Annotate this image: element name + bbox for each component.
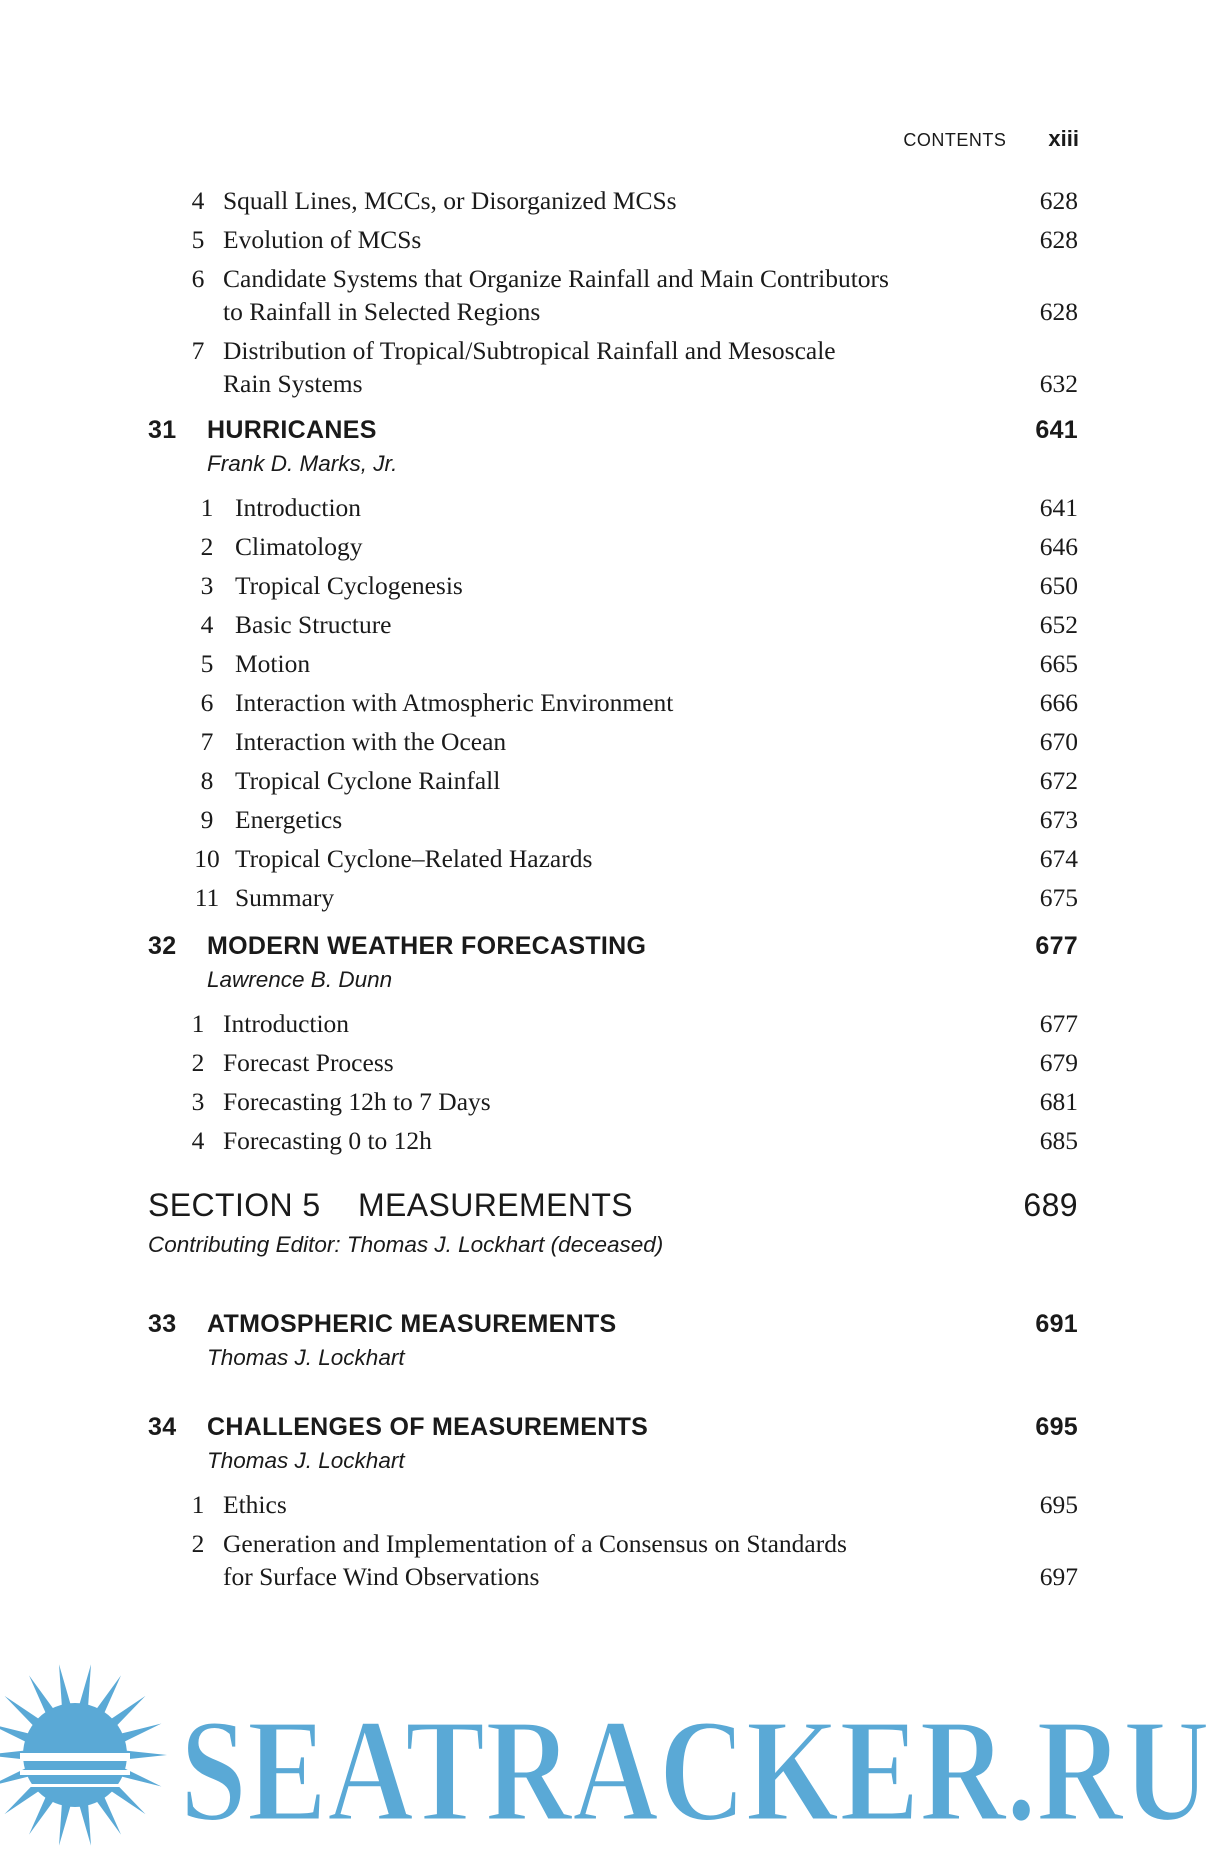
chapter-heading[interactable] [148, 932, 1078, 961]
entry-number: 2 [191, 1048, 205, 1077]
toc-entry[interactable] [148, 608, 1078, 641]
toc-entry[interactable] [148, 647, 1078, 680]
entry-title: Interaction with the Ocean [235, 727, 507, 756]
chapter-heading[interactable] [148, 1413, 1078, 1442]
chapter-31-entries [148, 491, 1078, 914]
entry-number: 4 [200, 610, 214, 639]
sun-ray [59, 1803, 71, 1845]
entry-page: 679 [1039, 1048, 1078, 1077]
toc-entry[interactable] [148, 184, 1078, 217]
entry-number: 4 [191, 186, 205, 215]
sun-ray [79, 1803, 91, 1845]
sun-ray [125, 1751, 167, 1760]
entry-title: Basic Structure [235, 610, 392, 639]
entry-page: 628 [1039, 186, 1078, 215]
entry-number: 2 [191, 1529, 205, 1558]
entry-title: Forecast Process [223, 1048, 394, 1077]
entry-title: Ethics [223, 1490, 287, 1519]
sun-ray [29, 1796, 54, 1835]
section-editor: Contributing Editor: Thomas J. Lockhart (deceased) [148, 1232, 664, 1257]
entry-title: Summary [235, 883, 335, 912]
entry-number: 10 [194, 844, 220, 873]
section-5 [148, 1187, 1078, 1258]
sun-ray [110, 1784, 145, 1815]
entry-number: 6 [191, 264, 205, 293]
entry-number: 6 [200, 688, 214, 717]
entry-page: 672 [1039, 766, 1078, 795]
chapter-number: 34 [148, 1413, 177, 1441]
entry-page: 681 [1039, 1087, 1078, 1116]
entry-number: 1 [191, 1009, 205, 1038]
entry-title: Introduction [235, 493, 362, 522]
running-head-label: CONTENTS [903, 130, 1007, 150]
toc-entry[interactable] [148, 1007, 1078, 1040]
toc-entry[interactable] [148, 803, 1078, 836]
sun-ray [110, 1696, 145, 1727]
entry-title-line: Rain Systems [223, 369, 363, 398]
table-of-contents [148, 184, 1078, 1599]
toc-entry[interactable] [148, 1085, 1078, 1118]
entry-number: 7 [191, 336, 205, 365]
sun-ray [29, 1675, 54, 1714]
toc-entry[interactable] [148, 725, 1078, 758]
entry-page: 685 [1039, 1126, 1078, 1155]
chapter-title: MODERN WEATHER FORECASTING [207, 932, 647, 960]
toc-entry[interactable] [148, 569, 1078, 602]
entry-title-line: to Rainfall in Selected Regions [223, 297, 541, 326]
entry-page: 646 [1039, 532, 1078, 561]
chapter-34 [148, 1413, 1078, 1593]
sun-ray [59, 1664, 71, 1706]
entry-title: Forecasting 0 to 12h [223, 1126, 432, 1155]
chapter-number: 32 [148, 932, 177, 960]
entry-title: Motion [235, 649, 311, 678]
entry-number: 5 [200, 649, 214, 678]
section-title: MEASUREMENTS [358, 1187, 634, 1223]
toc-entry[interactable] [148, 223, 1078, 256]
entry-number: 3 [200, 571, 214, 600]
chapter-page: 677 [1035, 932, 1078, 960]
entry-title: Tropical Cyclone–Related Hazards [235, 844, 593, 873]
section-name: SECTION 5 [148, 1187, 321, 1223]
entry-number: 7 [200, 727, 214, 756]
toc-entry[interactable] [148, 1046, 1078, 1079]
chapter-number: 33 [148, 1310, 177, 1338]
chapter-author: Lawrence B. Dunn [207, 967, 393, 992]
toc-entry[interactable] [148, 881, 1078, 914]
toc-entry[interactable] [148, 1488, 1078, 1521]
chapter-31 [148, 416, 1078, 914]
sun-ray [0, 1724, 30, 1743]
watermark [0, 1660, 1225, 1850]
toc-entry[interactable] [148, 530, 1078, 563]
entry-page: 665 [1039, 649, 1078, 678]
entry-title: Tropical Cyclone Rainfall [235, 766, 501, 795]
toc-entry[interactable] [148, 1527, 1078, 1593]
toc-entry[interactable] [148, 1124, 1078, 1157]
entry-page: 670 [1039, 727, 1078, 756]
chapter-number: 31 [148, 416, 177, 444]
entry-page: 666 [1039, 688, 1078, 717]
chapter-33 [148, 1310, 1078, 1371]
entry-number: 5 [191, 225, 205, 254]
entry-title: Introduction [223, 1009, 350, 1038]
sun-ray [79, 1664, 91, 1706]
entry-number: 2 [200, 532, 214, 561]
entry-title: Energetics [235, 805, 343, 834]
entry-number: 1 [200, 493, 214, 522]
entry-title: Evolution of MCSs [223, 225, 422, 254]
entry-title: Tropical Cyclogenesis [235, 571, 463, 600]
entry-page: 677 [1039, 1009, 1078, 1038]
running-head [903, 126, 1079, 152]
entry-page: 674 [1039, 844, 1078, 873]
entry-number: 11 [194, 883, 220, 912]
toc-entry[interactable] [148, 262, 1078, 328]
chapter-30-continued [148, 184, 1078, 400]
chapter-title: HURRICANES [207, 416, 377, 444]
chapter-title: ATMOSPHERIC MEASUREMENTS [207, 1310, 617, 1338]
entry-number: 1 [191, 1490, 205, 1519]
chapter-author: Thomas J. Lockhart [207, 1448, 405, 1473]
toc-entry[interactable] [148, 334, 1078, 400]
sun-ray [96, 1796, 121, 1835]
chapter-page: 691 [1035, 1310, 1078, 1338]
entry-page: 650 [1039, 571, 1078, 600]
toc-entry[interactable] [148, 686, 1078, 719]
sun-ray [120, 1724, 161, 1743]
entry-page: 652 [1039, 610, 1078, 639]
watermark-text: SEATRACKER.RU [180, 1689, 1210, 1850]
section-page: 689 [1023, 1187, 1078, 1223]
toc-entry[interactable] [148, 842, 1078, 875]
sun-ray [96, 1675, 121, 1714]
chapter-32 [148, 932, 1078, 1157]
entry-title-line: for Surface Wind Observations [223, 1562, 540, 1591]
entry-number: 9 [200, 805, 214, 834]
entry-title-line: Candidate Systems that Organize Rainfall and Main Contributors [223, 264, 889, 293]
entry-title: Squall Lines, MCCs, or Disorganized MCSs [223, 186, 677, 215]
chapter-heading[interactable] [148, 416, 1078, 445]
sun-ray [5, 1696, 40, 1727]
chapter-page: 695 [1035, 1413, 1078, 1441]
entry-number: 3 [191, 1087, 205, 1116]
toc-entry[interactable] [148, 764, 1078, 797]
chapter-page: 641 [1035, 416, 1078, 444]
entry-number: 8 [200, 766, 214, 795]
entry-page: 675 [1039, 883, 1078, 912]
chapter-heading[interactable] [148, 1310, 1078, 1339]
entry-number: 4 [191, 1126, 205, 1155]
entry-page: 628 [1039, 297, 1078, 326]
section-heading[interactable] [148, 1187, 1078, 1224]
sun-ray [5, 1784, 40, 1815]
entry-page: 632 [1039, 369, 1078, 398]
chapter-32-entries [148, 1007, 1078, 1157]
toc-entry[interactable] [148, 491, 1078, 524]
entry-title-line: Distribution of Tropical/Subtropical Rainfall and Mesoscale [223, 336, 836, 365]
entry-title: Interaction with Atmospheric Environment [235, 688, 674, 717]
chapter-title: CHALLENGES OF MEASUREMENTS [207, 1413, 649, 1441]
entry-page: 641 [1039, 493, 1078, 522]
entry-page: 673 [1039, 805, 1078, 834]
sun-icon [0, 1664, 167, 1845]
entry-title: Forecasting 12h to 7 Days [223, 1087, 491, 1116]
entry-page: 697 [1039, 1562, 1078, 1591]
page-folio: xiii [1048, 126, 1079, 151]
chapter-author: Thomas J. Lockhart [207, 1345, 405, 1370]
chapter-author: Frank D. Marks, Jr. [207, 451, 398, 476]
entry-page: 695 [1039, 1490, 1078, 1519]
entry-page: 628 [1039, 225, 1078, 254]
entry-title: Climatology [235, 532, 363, 561]
entry-title-line: Generation and Implementation of a Consensus on Standards [223, 1529, 847, 1558]
